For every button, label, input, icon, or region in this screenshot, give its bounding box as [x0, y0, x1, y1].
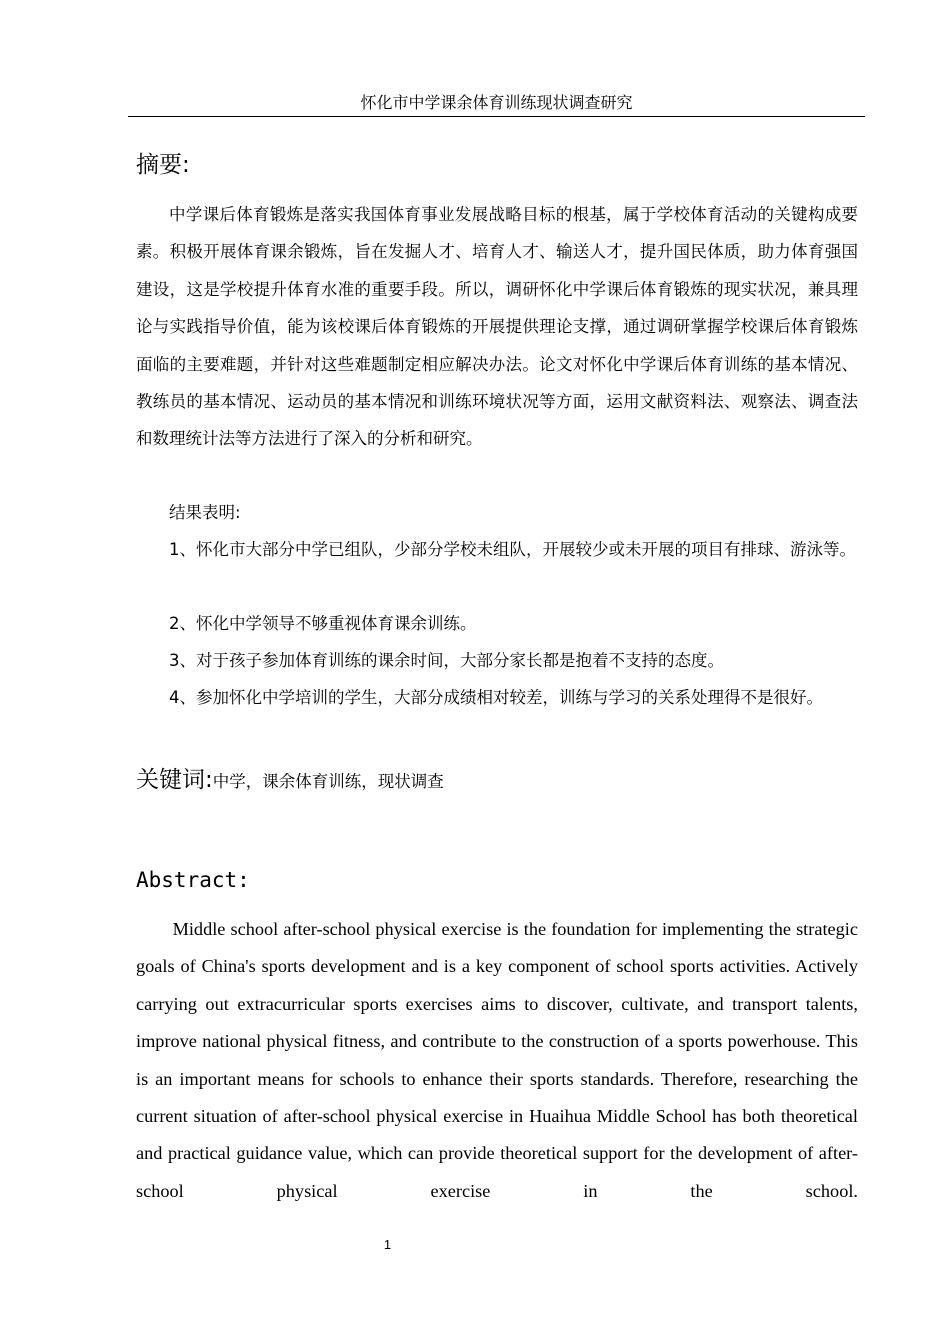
keywords-text: 中学，课余体育训练，现状调查 — [212, 772, 444, 791]
abstract-zh-result-item: 4、参加怀化中学培训的学生，大部分成绩相对较差，训练与学习的关系处理得不是很好。 — [169, 688, 823, 707]
keywords-row — [136, 765, 858, 797]
abstract-en-text: Middle school after-school physical exercise is the foundation for implementing the strategic goals of China's sports development and is a key component of school sports activities. Actively carrying out extracurricular sports exercises aims to discover, cultivate, and transport talents, improve national physical fitness, and contribute to the construction of a sports powerhouse. This is an important means for schools to enhance their sports standards. Therefore, researching the current situation of after-school physical exercise in Huaihua Middle School has both theoretical and practical guidance value, which can provide theoretical support for the development of after-school physical exercise in the school. — [136, 919, 858, 1201]
abstract-zh-result-item: 2、怀化中学领导不够重视体育课余训练。 — [169, 614, 477, 633]
abstract-zh-heading: 摘要: — [136, 152, 190, 178]
abstract-zh-result-item: 3、对于孩子参加体育训练的课余时间，大部分家长都是抱着不支持的态度。 — [169, 651, 724, 670]
keywords-label: 关键词: — [136, 767, 213, 793]
running-header — [128, 92, 865, 117]
page-number: 1 — [383, 1237, 392, 1252]
header-title: 怀化市中学课余体育训练现状调查研究 — [360, 93, 633, 112]
abstract-zh-results-label: 结果表明: — [169, 503, 241, 522]
abstract-zh-intro: 中学课后体育锻炼是落实我国体育事业发展战略目标的根基，属于学校体育活动的关键构成要素。积极开展体育课余锻炼，旨在发掘人才、培育人才、输送人才，提升国民体质，助力体育强国建设，这是学校提升体育水准的重要手段。所以，调研怀化中学课后体育锻炼的现实状况，兼具理论与实践指导价值，能为该校课后体育锻炼的开展提供理论支撑，通过调研掌握学校课后体育锻炼面临的主要难题，并针对这些难题制定相应解决办法。论文对怀化中学课后体育训练的基本情况、教练员的基本情况、运动员的基本情况和训练环境状况等方面，运用文献资料法、观察法、调查法和数理统计法等方法进行了深入的分析和研究。 — [136, 205, 858, 449]
abstract-zh-result-item: 1、怀化市大部分中学已组队，少部分学校未组队，开展较少或未开展的项目有排球、游泳等。 — [169, 540, 856, 559]
abstract-en-heading: Abstract: — [136, 868, 250, 892]
